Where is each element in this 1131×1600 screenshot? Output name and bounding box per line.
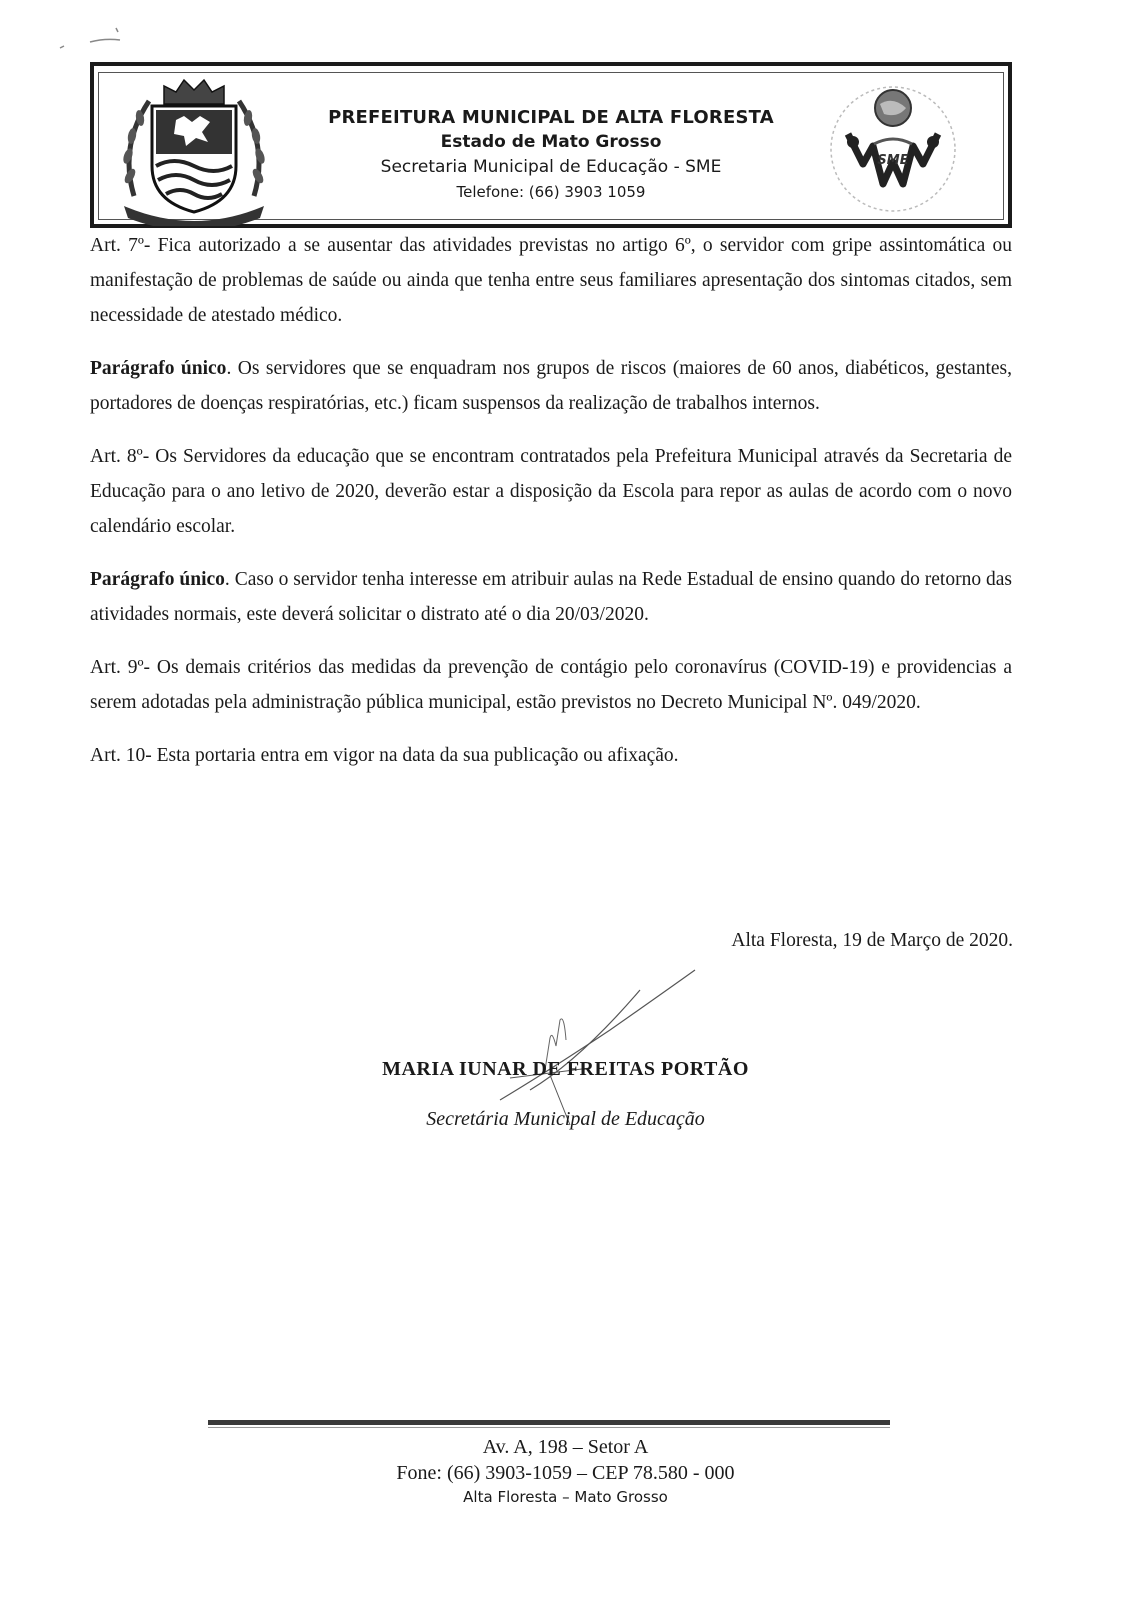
paragraph-label: Parágrafo único	[90, 569, 225, 590]
signatory-name: MARIA IUNAR DE FREITAS PORTÃO	[382, 1058, 749, 1080]
footer-divider	[208, 1420, 890, 1425]
footer-phone-cep: Fone: (66) 3903-1059 – CEP 78.580 - 000	[396, 1462, 735, 1484]
letterhead	[90, 62, 1012, 228]
sme-logo-text: SME	[877, 153, 909, 168]
municipal-coat-of-arms-icon	[114, 76, 274, 226]
footer-street: Av. A, 198 – Setor A	[482, 1436, 649, 1458]
phone-number: Telefone: (66) 3903 1059	[456, 183, 646, 201]
footer-address	[0, 1434, 1131, 1508]
municipality-name: PREFEITURA MUNICIPAL DE ALTA FLORESTA	[328, 107, 774, 128]
sme-education-logo-icon	[818, 74, 968, 224]
signatory-role: Secretária Municipal de Educação	[426, 1108, 705, 1130]
paragraph-label: Parágrafo único	[90, 358, 227, 379]
footer-city: Alta Floresta – Mato Grosso	[463, 1488, 668, 1506]
document-body	[90, 228, 1012, 791]
paragraph-text: . Caso o servidor tenha interesse em atribuir aulas na Rede Estadual de ensino quando do retorno das atividades normais, este deverá solicitar o distrato até o dia 20/03/2020.	[90, 569, 1012, 625]
paragraph-unico-2	[90, 562, 1012, 632]
letterhead-text	[294, 106, 808, 204]
article-7: Art. 7º- Fica autorizado a se ausentar das atividades previstas no artigo 6º, o servidor com gripe assintomática ou manifestação de problemas de saúde ou ainda que tenha entre seus familiares apresentação dos sintomas citados, sem necessidade de atestado médico.	[90, 235, 1012, 326]
article-8: Art. 8º- Os Servidores da educação que se encontram contratados pela Prefeitura Municipal através da Secretaria de Educação para o ano letivo de 2020, deverão estar a disposição da Escola para repor as aulas de acordo com o novo calendário escolar.	[90, 446, 1012, 537]
place-and-date: Alta Floresta, 19 de Março de 2020.	[731, 930, 1013, 951]
article-10: Art. 10- Esta portaria entra em vigor na data da sua publicação ou afixação.	[90, 745, 679, 766]
paragraph-text: . Os servidores que se enquadram nos grupos de riscos (maiores de 60 anos, diabéticos, gestantes, portadores de doenças respiratórias, etc.) ficam suspensos da realização de trabalhos internos.	[90, 358, 1012, 414]
scan-artifact	[50, 22, 140, 62]
footer-divider-thin	[208, 1427, 890, 1428]
article-9: Art. 9º- Os demais critérios das medidas da prevenção de contágio pelo coronavírus (COVID-19) e providencias a serem adotadas pela administração pública municipal, estão previstos no Decreto Municipal Nº. 049/2020.	[90, 657, 1012, 713]
state-name: Estado de Mato Grosso	[440, 132, 662, 152]
paragraph-unico-1	[90, 351, 1012, 421]
department-name: Secretaria Municipal de Educação - SME	[380, 157, 722, 177]
